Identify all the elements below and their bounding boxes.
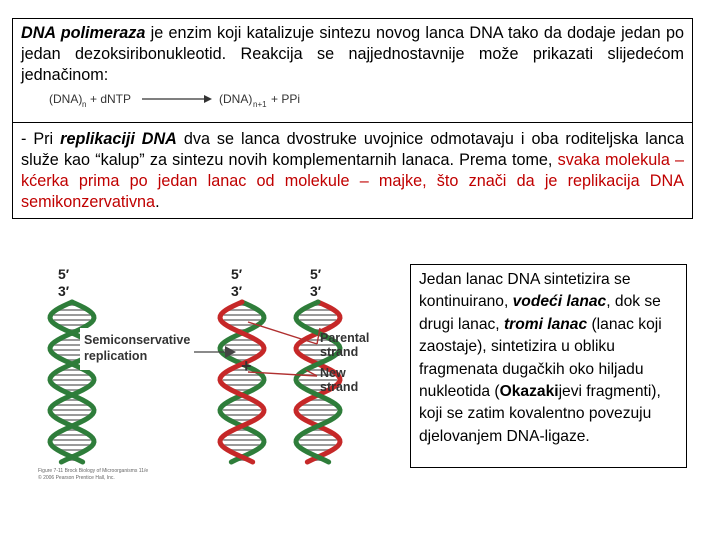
label-5prime-right: 5′ — [310, 266, 322, 282]
plus-sign: + — [241, 356, 252, 376]
text-segment: Okazaki — [499, 383, 559, 401]
text-segment: DNA polimeraza — [21, 24, 146, 42]
eq-right-ppi: + PPi — [271, 92, 301, 106]
daughter-helix-1 — [220, 302, 264, 462]
figure-credit-line1: Figure 7-11 Brock Biology of Microorganisms 11/e — [38, 468, 149, 474]
text-segment: , dok se drugi lanac, — [419, 293, 661, 333]
text-segment: vodeći lanac — [512, 293, 607, 311]
eq-arrowhead — [204, 95, 212, 103]
text-segment: tromi lanac — [503, 315, 588, 333]
text-segment: replikaciji DNA — [60, 130, 177, 148]
label-5prime-left: 5′ — [58, 266, 70, 282]
text-segment: (lanac koji zaostaje), sintetizira u obliku fragmenata dugačkih oko hiljadu nukleotida ( — [419, 315, 662, 401]
text-segment: je enzim koji katalizuje sintezu novog lanca DNA tako da dodaje jedan po jedan dezoksiribonukleotid. Reakcija se najjednostavnije može prikazati slijedećom jednačinom: — [21, 24, 684, 84]
label-3prime-mid: 3′ — [231, 283, 243, 299]
text-segment: - Pri — [21, 130, 61, 148]
eq-left-dntp: + dNTP — [90, 92, 132, 106]
figure-credit-line2: © 2006 Pearson Prentice Hall, Inc. — [38, 475, 115, 481]
text-segment: Jedan lanac DNA sintetizira se kontinuirano, — [419, 271, 631, 311]
new-label-line2: strand — [320, 380, 359, 394]
reaction-equation — [21, 86, 684, 122]
replication-label: replication — [84, 349, 148, 363]
polymerase-paragraph — [21, 23, 684, 86]
eq-left-sub: n — [82, 100, 87, 109]
label-3prime-right: 3′ — [310, 283, 322, 299]
parent-helix — [50, 302, 94, 462]
replication-paragraph — [21, 123, 684, 213]
intro-text-box — [12, 18, 693, 219]
okazaki-text-box — [410, 264, 687, 468]
label-5prime-mid: 5′ — [231, 266, 243, 282]
label-3prime-left: 3′ — [58, 283, 70, 299]
text-segment: . — [155, 193, 160, 211]
semiconservative-replication-figure — [20, 262, 410, 492]
eq-left-dna: (DNA) — [49, 92, 83, 106]
text-segment: dva se lanca dvostruke uvojnice odmotavaju i oba roditeljska lanca služe kao “kalup” za sintezu novih komplementarnih lanaca. Prema tome, — [21, 130, 684, 169]
text-segment: jevi fragmenti), koji se zatim kovalentno povezuju djelovanjem DNA-ligaze. — [419, 383, 661, 445]
parental-label-line2: strand — [320, 345, 359, 359]
reaction-equation-graphic — [49, 88, 329, 120]
semiconservative-label: Semiconservative — [84, 333, 191, 347]
leading-lagging-paragraph — [419, 269, 678, 448]
text-segment: svaka molekula – kćerka prima po jedan lanac od molekule – majke, što znači da je replikacija DNA semikonzervativna — [21, 151, 684, 211]
eq-right-dna: (DNA) — [219, 92, 253, 106]
eq-right-sub: n+1 — [253, 100, 267, 109]
parental-label-line1: Parental — [320, 331, 370, 345]
new-label-line1: New — [320, 366, 346, 380]
